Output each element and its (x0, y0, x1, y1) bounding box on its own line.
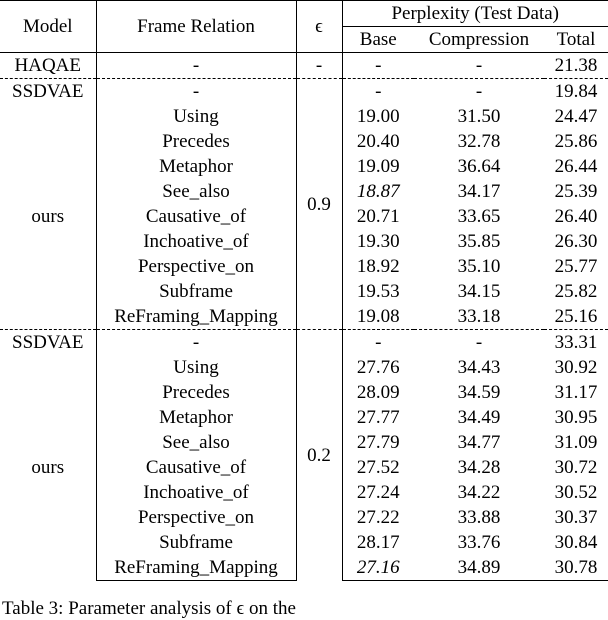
cell-base: 20.40 (356, 131, 400, 152)
cell-relation: See_also (96, 179, 296, 204)
cell-total: 25.16 (554, 306, 598, 327)
cell-total: 25.82 (554, 281, 598, 302)
cell-model: ours (0, 355, 96, 581)
header-compression: Compression (428, 29, 530, 50)
cell-compression: 34.89 (414, 555, 544, 581)
header-base: Base (359, 29, 397, 50)
cell-compression: 33.76 (457, 532, 501, 553)
cell-compression: 34.59 (457, 382, 501, 403)
cell-base: 19.53 (356, 281, 400, 302)
cell-base: - (342, 330, 414, 356)
cell-base-best: 27.16 (342, 555, 414, 581)
cell-compression: - (414, 53, 544, 79)
cell-relation: Using (96, 104, 296, 129)
cell-relation: - (96, 79, 296, 105)
cell-model: HAQAE (0, 53, 96, 79)
cell-relation: Inchoative_of (96, 480, 296, 505)
cell-relation: ReFraming_Mapping (96, 555, 296, 581)
cell-relation: Metaphor (96, 154, 296, 179)
cell-total: 30.78 (544, 555, 608, 581)
cell-relation: Subframe (96, 530, 296, 555)
cell-relation: Inchoative_of (96, 229, 296, 254)
cell-base: 19.08 (356, 306, 400, 327)
cell-base: 27.77 (356, 407, 400, 428)
cell-base: - (342, 79, 414, 105)
cell-base: 27.22 (356, 507, 400, 528)
cell-compression: 34.43 (457, 357, 501, 378)
cell-total: 30.84 (554, 532, 598, 553)
cell-total: 31.09 (554, 432, 598, 453)
header-model: Model (0, 1, 96, 53)
cell-base: 28.17 (356, 532, 400, 553)
cell-base: 27.76 (356, 357, 400, 378)
cell-total: 30.37 (554, 507, 598, 528)
cell-epsilon: - (296, 53, 342, 79)
table-row-haqae (0, 53, 608, 79)
table-row-baseline (0, 330, 608, 356)
cell-total: 30.92 (554, 357, 598, 378)
cell-compression: - (414, 79, 544, 105)
cell-compression: 35.10 (457, 256, 501, 277)
cell-total: 30.95 (554, 407, 598, 428)
cell-base: 19.00 (356, 106, 400, 127)
cell-relation: Causative_of (96, 204, 296, 229)
cell-relation: Subframe (96, 279, 296, 304)
cell-relation: Perspective_on (96, 254, 296, 279)
cell-compression: 34.77 (457, 432, 501, 453)
cell-total: 25.77 (554, 256, 598, 277)
cell-total: 26.40 (554, 206, 598, 227)
cell-total: 25.39 (554, 181, 598, 202)
cell-relation: - (96, 330, 296, 356)
cell-relation: ReFraming_Mapping (96, 304, 296, 330)
cell-compression: 31.50 (457, 106, 501, 127)
cell-relation: Perspective_on (96, 505, 296, 530)
header-total: Total (556, 29, 596, 50)
cell-base: 19.09 (356, 156, 400, 177)
cell-compression: 34.28 (457, 457, 501, 478)
cell-relation: Precedes (96, 129, 296, 154)
cell-total: 26.30 (554, 231, 598, 252)
cell-compression: 34.15 (457, 281, 501, 302)
cell-total: 30.52 (554, 482, 598, 503)
cell-base: 27.52 (356, 457, 400, 478)
cell-compression: 36.64 (457, 156, 501, 177)
cell-base: 19.30 (356, 231, 400, 252)
table-caption: Table 3: Parameter analysis of ϵ on the (2, 598, 296, 619)
cell-total: 30.72 (554, 457, 598, 478)
cell-relation: Causative_of (96, 455, 296, 480)
cell-compression: 33.88 (457, 507, 501, 528)
cell-model: SSDVAE (0, 330, 96, 356)
table-row-baseline (0, 79, 608, 105)
cell-relation: - (96, 53, 296, 79)
cell-total: 25.86 (554, 131, 598, 152)
header-row-1 (0, 1, 608, 27)
cell-total: 33.31 (544, 330, 608, 356)
cell-compression: 33.18 (457, 306, 501, 327)
cell-base: 20.71 (356, 206, 400, 227)
cell-compression: 35.85 (457, 231, 501, 252)
cell-total: 31.17 (554, 382, 598, 403)
cell-relation: Precedes (96, 380, 296, 405)
cell-base-best: 18.87 (356, 181, 400, 202)
header-perplexity: Perplexity (Test Data) (342, 1, 608, 27)
cell-relation: Metaphor (96, 405, 296, 430)
cell-model: SSDVAE (0, 79, 96, 105)
cell-compression: 33.65 (457, 206, 501, 227)
cell-base: 18.92 (356, 256, 400, 277)
cell-base: 27.79 (356, 432, 400, 453)
cell-compression: 34.17 (457, 181, 501, 202)
header-epsilon: ϵ (296, 1, 342, 53)
cell-compression: 34.22 (457, 482, 501, 503)
cell-model: ours (0, 104, 96, 330)
cell-total: 21.38 (544, 53, 608, 79)
cell-compression: 32.78 (457, 131, 501, 152)
cell-base: 28.09 (356, 382, 400, 403)
cell-relation: See_also (96, 430, 296, 455)
cell-epsilon: 0.9 (296, 79, 342, 330)
header-frame-relation: Frame Relation (96, 1, 296, 53)
cell-total: 19.84 (544, 79, 608, 105)
cell-epsilon: 0.2 (296, 330, 342, 581)
cell-compression: - (414, 330, 544, 356)
cell-relation: Using (96, 355, 296, 380)
cell-total: 24.47 (554, 106, 598, 127)
cell-compression: 34.49 (457, 407, 501, 428)
cell-base: 27.24 (356, 482, 400, 503)
cell-base: - (342, 53, 414, 79)
cell-total: 26.44 (554, 156, 598, 177)
